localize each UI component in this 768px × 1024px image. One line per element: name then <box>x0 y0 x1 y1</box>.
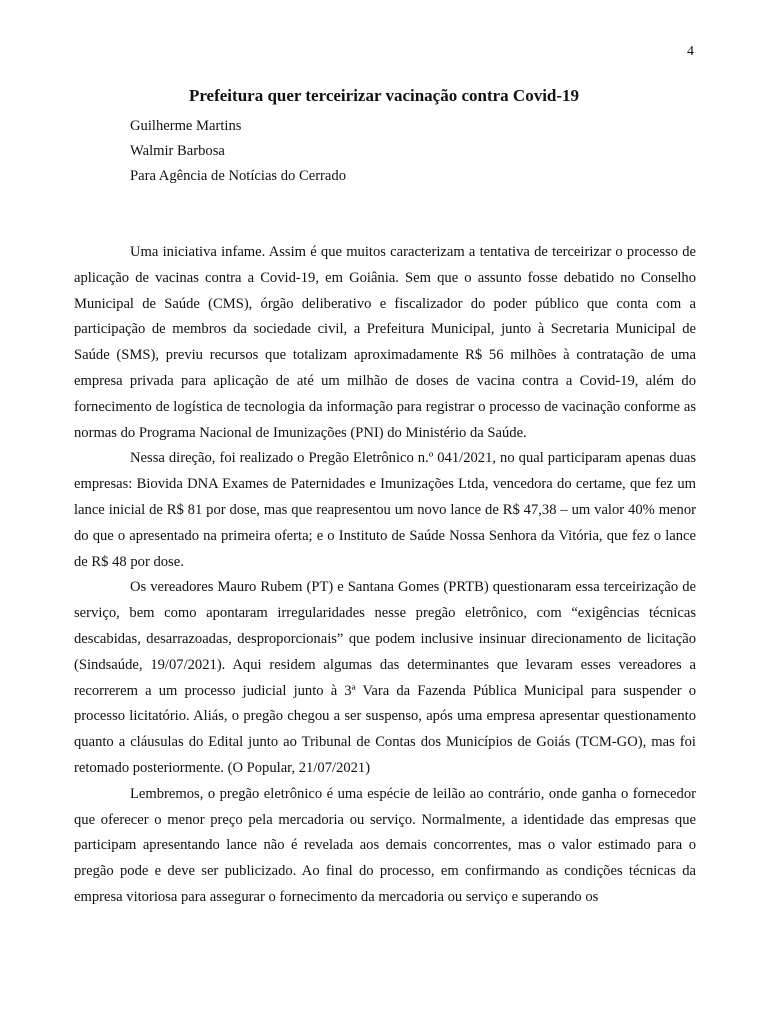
body-paragraph: Os vereadores Mauro Rubem (PT) e Santana Gomes (PRTB) questionaram essa terceirização de serviço, bem como apontaram irregularidades nesse pregão eletrônico, com “exigências técnicas descabidas, desarrazoadas, desproporcionais” que podem inclusive insinuar direcionamento de licitação (Sindsaúde, 19/07/2021). Aqui residem algumas das determinantes que levaram esses vereadores a recorrerem a um processo judicial junto à 3ª Vara da Fazenda Pública Municipal para suspender o processo licitatório. Aliás, o pregão chegou a ser suspenso, após uma empresa apresentar questionamento quanto a cláusulas do Edital junto ao Tribunal de Contas dos Municípios de Goiás (TCM-GO), mas foi retomado posteriormente. (O Popular, 21/07/2021) <box>74 579 696 776</box>
author-name: Guilherme Martins <box>130 118 242 134</box>
outlet-credit: Para Agência de Notícias do Cerrado <box>130 168 346 184</box>
body-paragraph: Nessa direção, foi realizado o Pregão Eletrônico n.º 041/2021, no qual participaram apenas duas empresas: Biovida DNA Exames de Paternidades e Imunizações Ltda, vencedora do certame, que fez um lance inicial de R$ 81 por dose, mas que reapresentou um novo lance de R$ 47,38 – um valor 40% menor do que o apresentado na primeira oferta; e o Instituto de Saúde Nossa Senhora da Vitória, que fez o lance de R$ 48 por dose. <box>74 450 696 570</box>
article-body <box>74 240 696 911</box>
body-paragraph: Uma iniciativa infame. Assim é que muitos caracterizam a tentativa de terceirizar o processo de aplicação de vacinas contra a Covid-19, em Goiânia. Sem que o assunto fosse debatido no Conselho Municipal de Saúde (CMS), órgão deliberativo e fiscalizador do poder público que conta com a participação de membros da sociedade civil, a Prefeitura Municipal, junto à Secretaria Municipal de Saúde (SMS), previu recursos que totalizam aproximadamente R$ 56 milhões à contratação de uma empresa privada para aplicação de até um milhão de doses de vacina contra a Covid-19, além do fornecimento de logística de tecnologia da informação para registrar o processo de vacinação conforme as normas do Programa Nacional de Imunizações (PNI) do Ministério da Saúde. <box>74 244 696 441</box>
page-number: 4 <box>687 44 694 59</box>
body-paragraph: Lembremos, o pregão eletrônico é uma espécie de leilão ao contrário, onde ganha o fornecedor que oferecer o menor preço pela mercadoria ou serviço. Normalmente, a identidade das empresas que participam apresentando lance não é revelada aos demais concorrentes, mas o valor estimado para o pregão pode e deve ser publicizado. Ao final do processo, em confirmando as condições técnicas da empresa vitoriosa para assegurar o fornecimento da mercadoria ou serviço e superando os <box>74 785 696 905</box>
article-title: Prefeitura quer terceirizar vacinação contra Covid-19 <box>188 86 580 105</box>
author-name: Walmir Barbosa <box>130 143 225 159</box>
